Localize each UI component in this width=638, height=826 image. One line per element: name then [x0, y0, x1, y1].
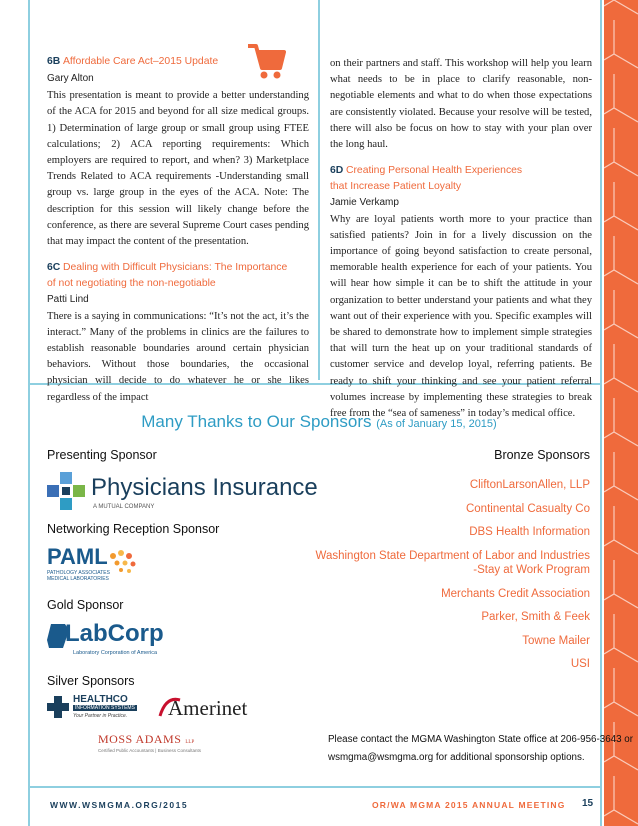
- session-code: 6D: [330, 165, 344, 177]
- moss-adams-sub: Certified Public Accountants | Business Consultants: [98, 748, 201, 753]
- right-column: [330, 56, 592, 422]
- session-code: 6C: [47, 262, 61, 274]
- healthco-name: HEALTHCO: [73, 694, 128, 705]
- bronze-item: Continental Casualty Co: [465, 503, 590, 515]
- healthco-sub: INFORMATION SYSTEMS: [75, 705, 135, 711]
- healthco-logo: [47, 694, 157, 722]
- labcorp-name: LabCorp: [65, 620, 164, 647]
- silver-sponsors-label: Silver Sponsors: [47, 674, 135, 688]
- session-speaker: Patti Lind: [47, 293, 89, 305]
- session-speaker: Jamie Verkamp: [330, 196, 399, 208]
- bronze-item: USI: [570, 658, 590, 670]
- physicians-insurance-sub: A MUTUAL COMPANY: [93, 504, 155, 510]
- bronze-item: Towne Mailer: [522, 635, 590, 647]
- physicians-insurance-logo: [47, 470, 318, 514]
- session-title-line2: that Increase Patient Loyalty: [330, 181, 462, 193]
- amerinet-logo: [158, 694, 258, 724]
- healthco-tagline: Your Partner in Practice.: [73, 713, 128, 719]
- session-title-line1: Dealing with Difficult Physicians: The Importance: [62, 262, 288, 274]
- healthco-cross-icon: [47, 696, 69, 718]
- bronze-item: -Stay at Work Program: [473, 564, 590, 576]
- sponsors-date-note: (As of January 15, 2015): [376, 418, 497, 430]
- session-6d-heading: [330, 163, 592, 195]
- gold-sponsor-label: Gold Sponsor: [47, 598, 124, 612]
- bronze-sponsors-label: Bronze Sponsors: [494, 448, 590, 462]
- moss-adams-llp: LLP: [185, 740, 195, 745]
- sponsors-title: Many Thanks to Our Sponsors: [141, 412, 372, 431]
- session-title-line1: Creating Personal Health Experiences: [345, 165, 523, 177]
- session-6b-heading: [47, 54, 309, 70]
- contact-line1: Please contact the MGMA Washington State office at 206-956-3643 or: [328, 734, 633, 745]
- left-column: [47, 54, 309, 406]
- paml-name: PAML: [47, 544, 108, 569]
- session-title: Affordable Care Act–2015 Update: [62, 56, 219, 67]
- labcorp-sub: Laboratory Corporation of America: [73, 650, 158, 656]
- sponsorship-contact: [328, 731, 633, 767]
- physicians-insurance-cross-icon: [47, 472, 85, 510]
- session-title-line2: of not negotiating the non-negotiable: [47, 278, 216, 290]
- paml-sub1: PATHOLOGY ASSOCIATES: [47, 570, 110, 576]
- footer-divider: [28, 786, 602, 788]
- session-description-continued: on their partners and staff. This workshop will help you learn what needs to be in place to clarify reasonable, non-negotiable elements and what to do when those expectations are consistently violated. Because your resolve will be tested, there will also be focus on how to stay with your plan over the long haul.: [330, 58, 592, 151]
- session-speaker: Gary Alton: [47, 73, 94, 85]
- moss-adams-name: MOSS ADAMS: [98, 732, 182, 746]
- page-number: 15: [582, 798, 594, 809]
- session-6c-heading: [47, 260, 309, 292]
- presenting-sponsor-label: Presenting Sponsor: [47, 448, 157, 462]
- bronze-item: Merchants Credit Association: [441, 588, 590, 600]
- session-code: 6B: [47, 56, 61, 67]
- paml-sub2: MEDICAL LABORATORIES: [47, 576, 109, 582]
- session-description: Why are loyal patients worth more to your practice than satisfied patients? Join in for a lively discussion on the importance of going beyond satisfaction to create personal, memorable health experience for each of your patients. You will hear how simple it can be to shift the attitude in your organization to better understand your patients and what they want out of their experience with you. Specific examples will be shared to demonstrate how to implement simple strategies that will turn the heat up on your traditional standards of customer service and develop loyal, referring patients. Be ready to shift your thinking and see your patient referral volumes increase by implementing these strategies to break free from the “sea of sameness” in today’s medical office.: [330, 213, 592, 420]
- sponsors-heading: [0, 412, 638, 432]
- footer-website: WWW.WSMGMA.ORG/2015: [50, 800, 189, 810]
- session-description: There is a saying in communications: “It’s not the act, it’s the interact.” Many of the problems in clinics are the failures to establish reasonable boundaries around certain physician behaviors. Without those boundaries, the occasional physician will decide to do whatever he or she likes regardless of the impact: [47, 310, 309, 403]
- bronze-item: DBS Health Information: [469, 526, 590, 538]
- bronze-item: Washington State Department of Labor and Industries: [315, 550, 590, 562]
- paml-logo: [47, 544, 157, 586]
- top-center-divider: [318, 0, 320, 380]
- bronze-item: CliftonLarsonAllen, LLP: [469, 479, 590, 491]
- physicians-insurance-name: Physicians Insurance: [91, 474, 318, 501]
- footer-meeting: OR/WA MGMA 2015 ANNUAL MEETING: [372, 800, 566, 810]
- contact-line2: wsmgma@wsmgma.org for additional sponsorship options.: [328, 752, 585, 763]
- labcorp-logo: [47, 620, 164, 660]
- networking-sponsor-label: Networking Reception Sponsor: [47, 522, 220, 536]
- paml-dots-icon: [107, 548, 141, 582]
- moss-adams-logo: [98, 730, 238, 756]
- amerinet-name: Amerinet: [168, 696, 248, 720]
- bronze-item: Parker, Smith & Feek: [481, 611, 590, 623]
- session-description: This presentation is meant to provide a better understanding of the ACA for 2015 and beyond for all size medical groups. 1) Determination of large group or small group using FTEE calculations; 2) ACA reporting requirements: Which employers are required to report, and when? 3) Marketplace Trends Related to ACA requirements -Understanding small group vs. large group in the eyes of the ACA. Note: The description for this session will likely change before the conference, as there are several Supreme Court cases pending that may impact the content of the presentation.: [47, 90, 309, 248]
